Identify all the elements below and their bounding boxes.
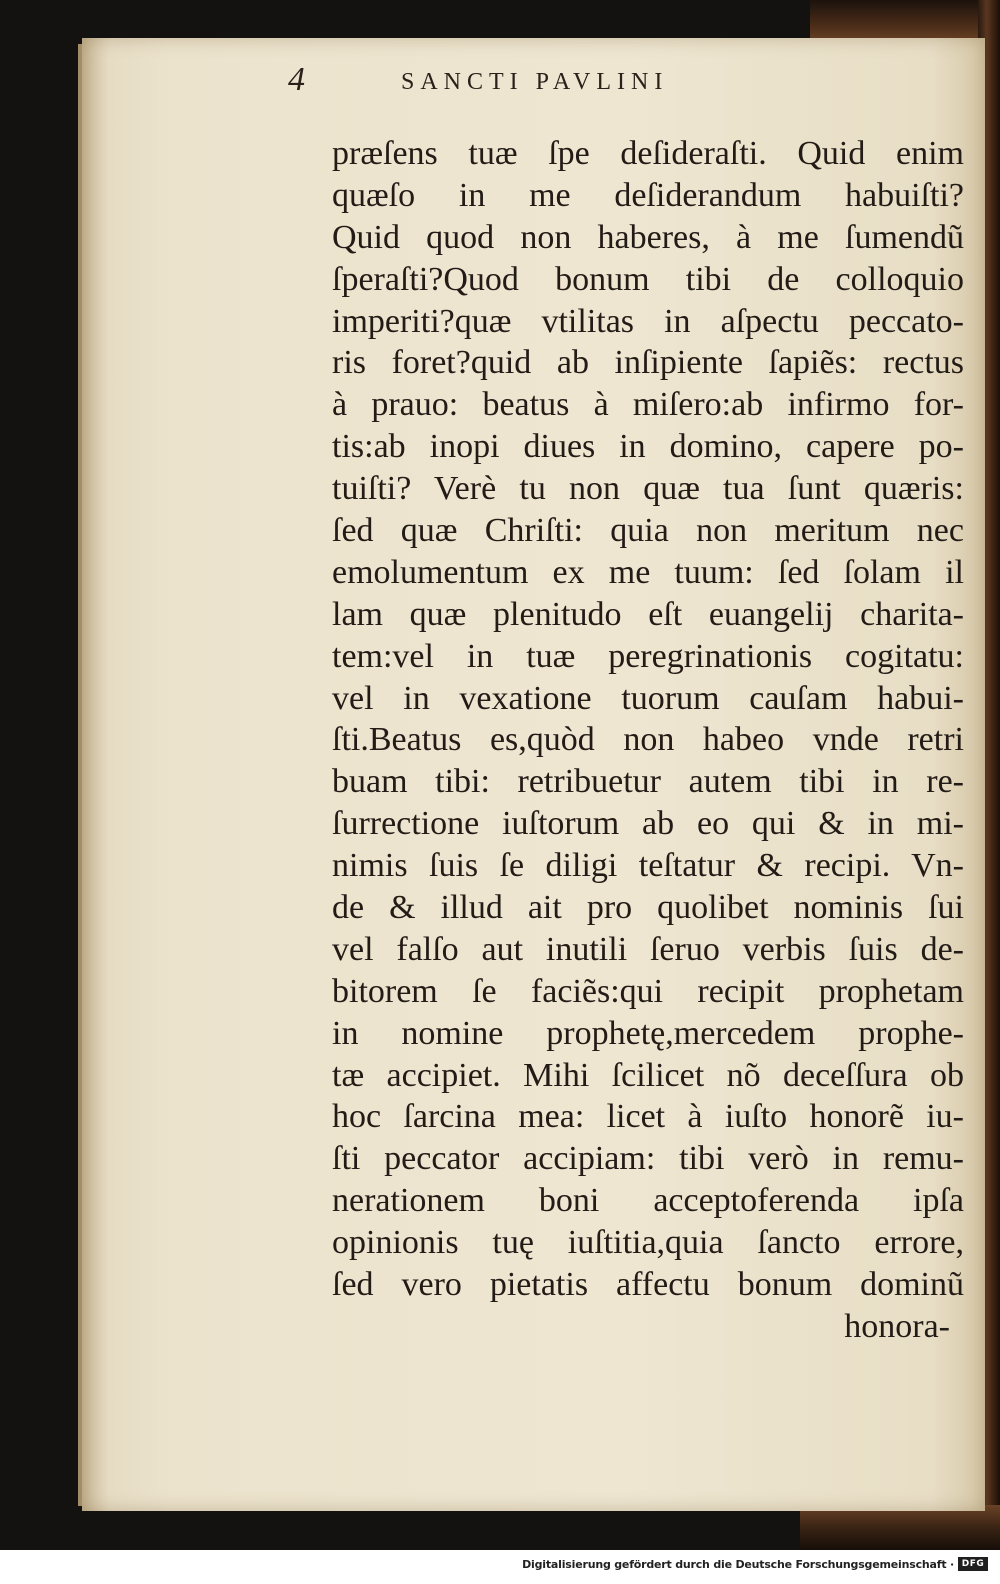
text-line: bitorem ſe faciẽs:qui recipit prophetam (332, 972, 964, 1010)
text-line: hoc ſarcina mea: licet à iuſto honorẽ iu- (332, 1098, 964, 1136)
text-line: à prauo: beatus à miſero:ab infirmo for- (332, 386, 964, 424)
text-line: ſti.Beatus es,quòd non habeo vnde retri (332, 721, 964, 759)
text-line: opinionis tuę iuſtitia,quia ſancto errore, (332, 1224, 964, 1262)
text-line: nerationem boni acceptoferenda ipſa (332, 1182, 964, 1220)
text-line: tuiſti? Verè tu non quæ tua ſunt quæris: (332, 470, 964, 508)
text-line: de & illud ait pro quolibet nominis ſui (332, 889, 964, 927)
text-line: ſti peccator accipiam: tibi verò in remu- (332, 1140, 964, 1178)
text-line: tem:vel in tuæ peregrinationis cogitatu: (332, 637, 964, 675)
text-line: vel falſo aut inutili ſeruo verbis ſuis de- (332, 930, 964, 968)
text-line: ris foret?quid ab inſipiente ſapiẽs: rectus (332, 344, 964, 382)
page-body-text (332, 133, 964, 1348)
text-line: ſperaſti?Quod bonum tibi de colloquio (332, 260, 964, 298)
text-line: nimis ſuis ſe diligi teſtatur & recipi. Vn- (332, 847, 964, 885)
text-line: ſurrectione iuſtorum ab eo qui & in mi- (332, 805, 964, 843)
text-line: præſens tuæ ſpe deſideraſti. Quid enim (332, 135, 964, 172)
text-line: tis:ab inopi diues in domino, capere po- (332, 428, 964, 466)
book-binding-top (810, 0, 1000, 42)
text-line: vel in vexatione tuorum cauſam habui- (332, 679, 964, 717)
dfg-logo-icon: DFG (958, 1557, 988, 1571)
running-head (288, 61, 868, 100)
page-number: 4 (288, 61, 305, 98)
text-line: in nomine prophetę,mercedem prophe- (332, 1014, 964, 1052)
text-line: ſed quæ Chriſti: quia non meritum nec (332, 512, 964, 550)
funding-credit: Digitalisierung gefördert durch die Deutsche Forschungsgemeinschaft · (522, 1558, 954, 1571)
text-line: Quid quod non haberes, à me ſumendũ (332, 218, 964, 256)
running-head-title: SANCTI PAVLINI (401, 69, 669, 95)
text-line: emolumentum ex me tuum: ſed ſolam il (332, 553, 964, 591)
text-line: lam quæ plenitudo eſt euangelij charita- (332, 595, 964, 633)
text-line: honora- (844, 1307, 950, 1345)
text-line: tæ accipiet. Mihi ſcilicet nõ deceſſura ob (332, 1056, 964, 1094)
text-line: buam tibi: retribuetur autem tibi in re- (332, 763, 964, 801)
book-binding-bottom (800, 1505, 1000, 1550)
text-line: quæſo in me deſiderandum habuiſti? (332, 176, 964, 214)
text-line: ſed vero pietatis affectu bonum dominũ (332, 1266, 964, 1304)
text-line: imperiti?quæ vtilitas in aſpectu peccato- (332, 302, 964, 340)
